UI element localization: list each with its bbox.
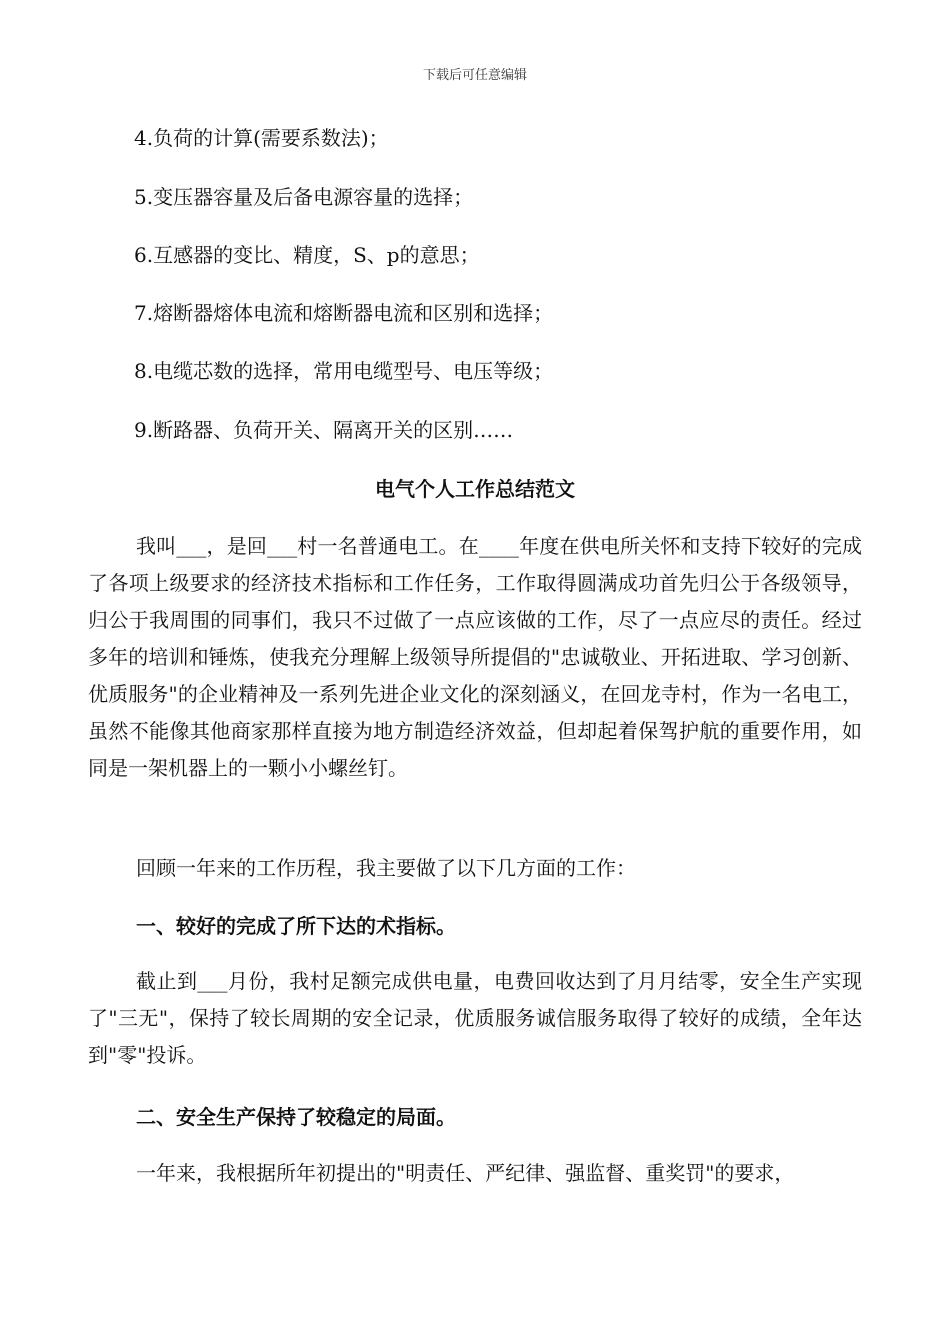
page-header: 下载后可任意编辑 (422, 68, 527, 83)
section-1-paragraph: 截止到___月份，我村足额完成供电量，电费回收达到了月月结零，安全生产实现了"三无"，保持了较长周期的安全记录，优质服务诚信服务取得了较好的成绩，全年达到"零"投诉。 (88, 969, 862, 1067)
list-item-6: 6.互感器的变比、精度，S、p的意思； (134, 243, 480, 267)
intro-paragraph: 我叫___，是回___村一名普通电工。在____年度在供电所关怀和支持下较好的完成了各项上级要求的经济技术指标和工作任务，工作取得圆满成功首先归公于各级领导，归公于我周围的同事们，我只不过做了一点应该做的工作，尽了一点应尽的责任。经过多年的培训和锤炼，使我充分理解上级领导所提倡的"忠诚敬业、开拓进取、学习创新、优质服务"的企业精神及一系列先进企业文化的深刻涵义，在回龙寺村，作为一名电工，虽然不能像其他商家那样直接为地方制造经济效益，但却起着保驾护航的重要作用，如同是一架机器上的一颗小小螺丝钉。 (88, 534, 862, 780)
document-title: 电气个人工作总结范文 (375, 477, 575, 501)
review-paragraph: 回顾一年来的工作历程，我主要做了以下几方面的工作： (136, 856, 636, 880)
list-item-5: 5.变压器容量及后备电源容量的选择； (134, 185, 474, 209)
list-item-4: 4.负荷的计算(需要系数法)； (134, 126, 389, 150)
section-2-paragraph: 一年来，我根据所年初提出的"明责任、严纪律、强监督、重奖罚"的要求， (136, 1161, 795, 1185)
section-heading-1: 一、较好的完成了所下达的术指标。 (136, 914, 456, 938)
list-item-9: 9.断路器、负荷开关、隔离开关的区别…… (134, 418, 514, 442)
list-item-7: 7.熔断器熔体电流和熔断器电流和区别和选择； (134, 301, 554, 325)
list-item-8: 8.电缆芯数的选择，常用电缆型号、电压等级； (134, 359, 554, 383)
section-heading-2: 二、安全生产保持了较稳定的局面。 (136, 1105, 456, 1129)
